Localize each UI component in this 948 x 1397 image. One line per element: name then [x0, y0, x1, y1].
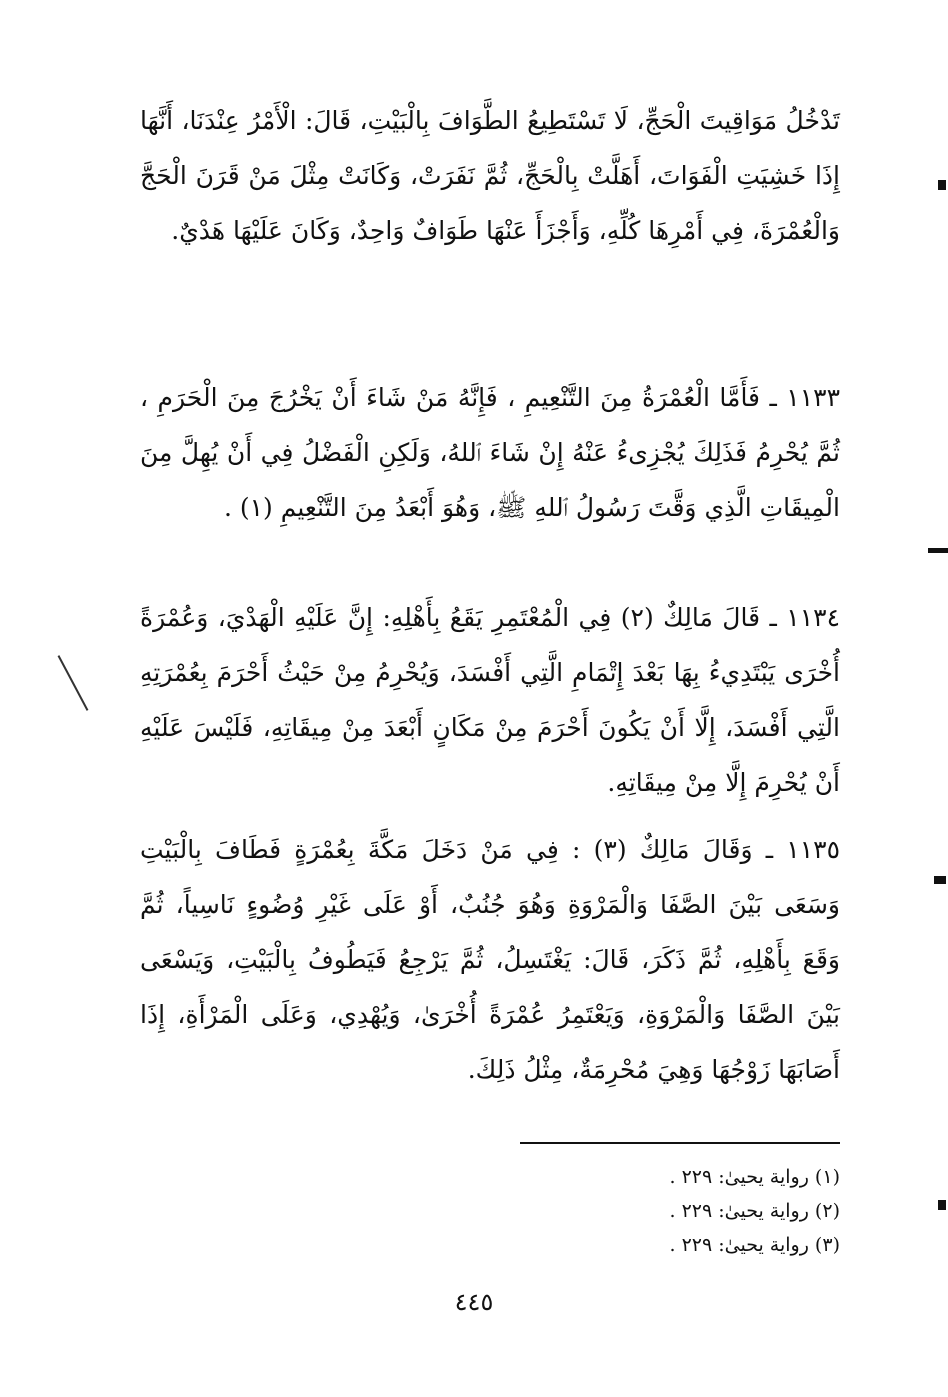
- paragraph-continuation: تَدْخُلُ مَوَاقِيتَ الْحَجِّ، لَا تَسْتَطِيعُ الطَّوَافَ بِالْبَيْتِ، قَالَ: الْأَمْرُ عِنْدَنَا، أَنَّهَا إِذَا خَشِيَتِ الْفَوَاتَ، أَهَلَّتْ بِالْحَجِّ، ثُمَّ نَفَرَتْ، وَكَانَتْ مِثْلَ مَنْ قَرَنَ الْحَجَّ وَالْعُمْرَةَ، فِي أَمْرِهَا كُلِّهِ، وَأَجْزَأَ عَنْهَا طَوَافٌ وَاحِدٌ، وَكَانَ عَلَيْهَا هَدْيٌ.: [140, 106, 840, 245]
- page-number: ٤٤٥: [454, 1288, 494, 1316]
- scan-mark: [938, 180, 946, 190]
- paragraph-1135: ١١٣٥ ـ وَقَالَ مَالِكٌ (٣) : فِي مَنْ دَخَلَ مَكَّةَ بِعُمْرَةٍ فَطَافَ بِالْبَيْتِ وَسَعَى بَيْنَ الصَّفَا وَالْمَرْوَةِ وَهُوَ جُنُبٌ، أَوْ عَلَى غَيْرِ وُضُوءٍ نَاسِياً، ثُمَّ وَقَعَ بِأَهْلِهِ، ثُمَّ ذَكَرَ، قَالَ: يَغْتَسِلُ، ثُمَّ يَرْجِعُ فَيَطُوفُ بِالْبَيْتِ، وَيَسْعَى بَيْنَ الصَّفَا وَالْمَرْوَةِ، وَيَعْتَمِرُ عُمْرَةً أُخْرَىٰ، وَيُهْدِي، وَعَلَى الْمَرْأَةِ، إِذَا أَصَابَهَا زَوْجُهَا وَهِيَ مُحْرِمَةٌ، مِثْلُ ذَلِكَ.: [140, 835, 840, 1084]
- footnote-1: (١) رواية يحيىٰ: ٢٢٩ .: [669, 1166, 840, 1188]
- scan-mark: [938, 1200, 946, 1210]
- paragraph-1134: ١١٣٤ ـ قَالَ مَالِكٌ (٢) فِي الْمُعْتَمِرِ يَقَعُ بِأَهْلِهِ: إِنَّ عَلَيْهِ الْهَدْيَ، وَعُمْرَةً أُخْرَى يَبْتَدِيءُ بِهَا بَعْدَ إِتْمَامِ الَّتِي أَفْسَدَ، وَيُحْرِمُ مِنْ حَيْثُ أَحْرَمَ بِعُمْرَتِهِ الَّتِي أَفْسَدَ، إِلَّا أَنْ يَكُونَ أَحْرَمَ مِنْ مَكَانٍ أَبْعَدَ مِنْ مِيقَاتِهِ، فَلَيْسَ عَلَيْهِ أَنْ يُحْرِمَ إِلَّا مِنْ مِيقَاتِهِ.: [140, 603, 840, 797]
- footnote-3: (٣) رواية يحيىٰ: ٢٢٩ .: [669, 1234, 840, 1256]
- scan-stroke: [58, 655, 89, 711]
- footnotes-list: [500, 1160, 840, 1262]
- footnote-separator: [520, 1142, 840, 1144]
- scan-mark: [928, 548, 948, 553]
- footnote-2: (٢) رواية يحيىٰ: ٢٢٩ .: [669, 1200, 840, 1222]
- paragraph-1133: ١١٣٣ ـ فَأَمَّا الْعُمْرَةُ مِنَ التَّنْعِيمِ ، فَإِنَّهُ مَنْ شَاءَ أَنْ يَخْرُجَ مِنَ الْحَرَمِ ، ثُمَّ يُحْرِمُ فَذَلِكَ يُجْزِىءُ عَنْهُ إِنْ شَاءَ ٱللهُ، وَلَكِنِ الْفَضْلُ فِي أَنْ يُهِلَّ مِنَ الْمِيقَاتِ الَّذِي وَقَّتَ رَسُولُ ٱللهِ ﷺ، وَهُوَ أَبْعَدُ مِنَ التَّنْعِيمِ (١) .: [140, 383, 840, 522]
- scan-mark: [934, 876, 946, 884]
